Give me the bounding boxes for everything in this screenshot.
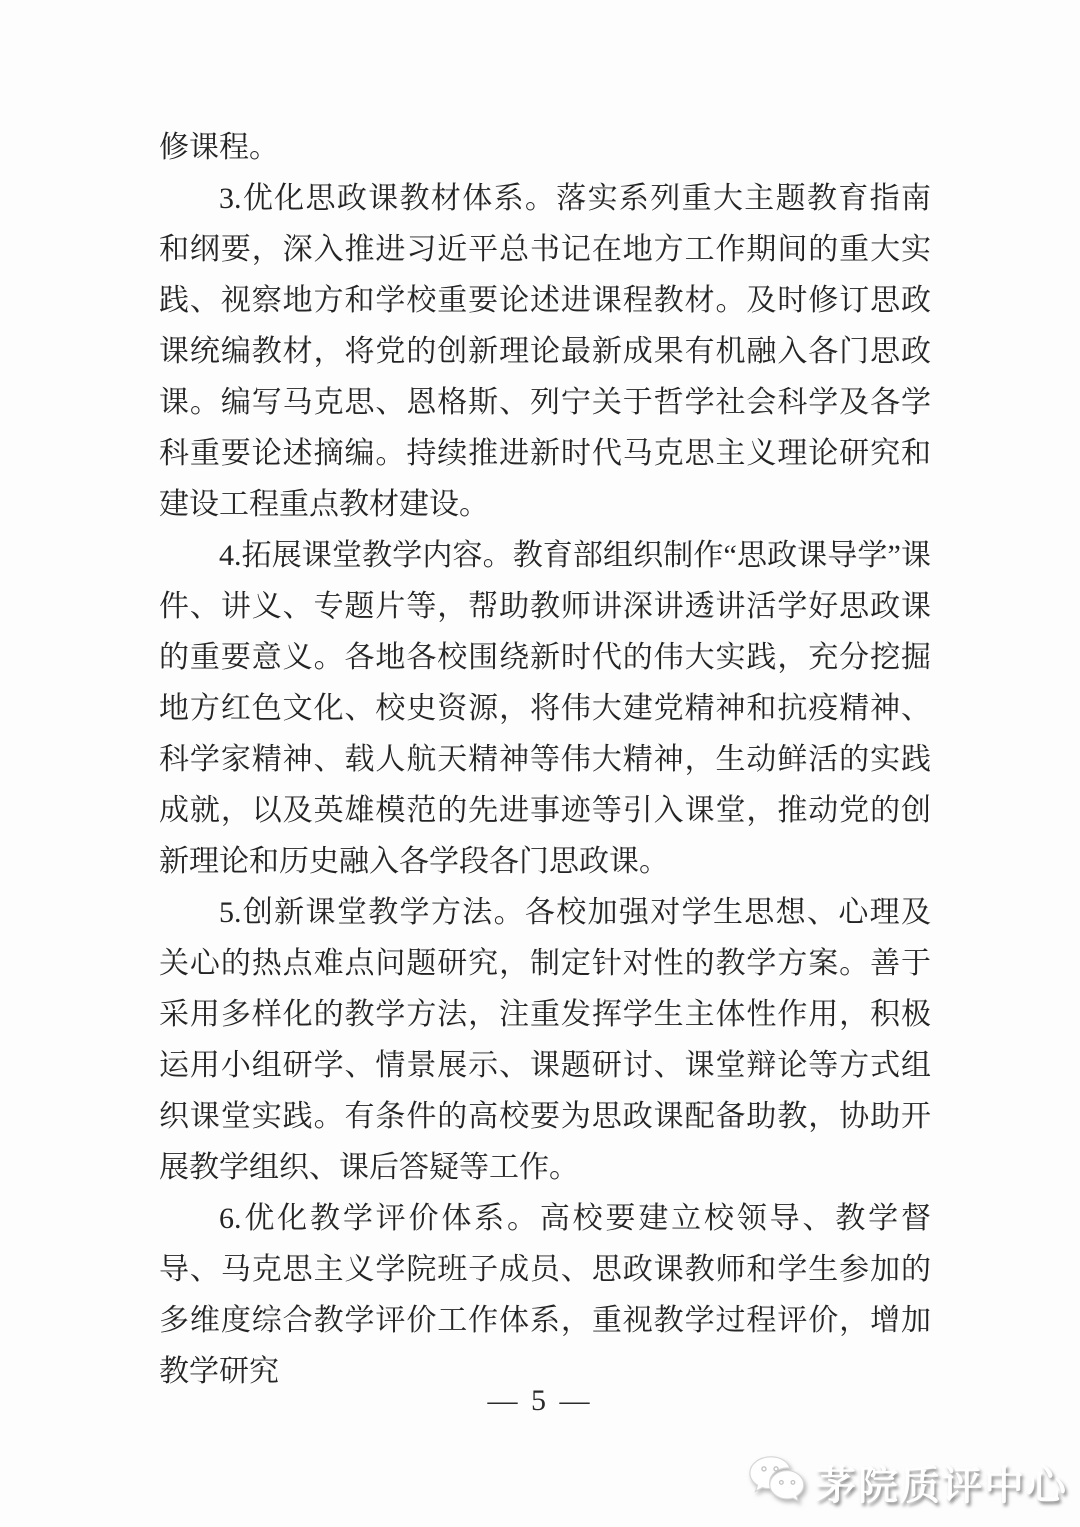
paragraph: 5.创新课堂教学方法。各校加强对学生思想、心理及关心的热点难点问题研究，制定针对性的教学方案。善于采用多样化的教学方法，注重发挥学生主体性作用，积极运用小组研学、情景展示、课题研讨、课堂辩论等方式组织课堂实践。有条件的高校要为思政课配备助教，协助开展教学组织、课后答疑等工作。: [159, 896, 931, 1184]
wechat-icon: [748, 1454, 806, 1511]
page-number: — 5 —: [487, 1384, 593, 1417]
paragraph: 4.拓展课堂教学内容。教育部组织制作“思政课导学”课件、讲义、专题片等，帮助教师讲深讲透讲活学好思政课的重要意义。各地各校围绕新时代的伟大实践，充分挖掘地方红色文化、校史资源，将伟大建党精神和抗疫精神、科学家精神、载人航天精神等伟大精神，生动鲜活的实践成就，以及英雄模范的先进事迹等引入课堂，推动党的创新理论和历史融入各学段各门思政课。: [159, 539, 931, 878]
watermark-label: 茅院质评中心: [816, 1464, 1068, 1508]
document-body: [159, 122, 931, 1397]
paragraph: 6.优化教学评价体系。高校要建立校领导、教学督导、马克思主义学院班子成员、思政课教师和学生参加的多维度综合教学评价工作体系，重视教学过程评价，增加教学研究: [159, 1202, 931, 1388]
paragraph: 3.优化思政课教材体系。落实系列重大主题教育指南和纲要，深入推进习近平总书记在地方工作期间的重大实践、视察地方和学校重要论述进课程教材。及时修订思政课统编教材，将党的创新理论最新成果有机融入各门思政课。编写马克思、恩格斯、列宁关于哲学社会科学及各学科重要论述摘编。持续推进新时代马克思主义理论研究和建设工程重点教材建设。: [159, 182, 931, 521]
watermark: [748, 1454, 1068, 1511]
paragraph: 修课程。: [159, 131, 279, 164]
